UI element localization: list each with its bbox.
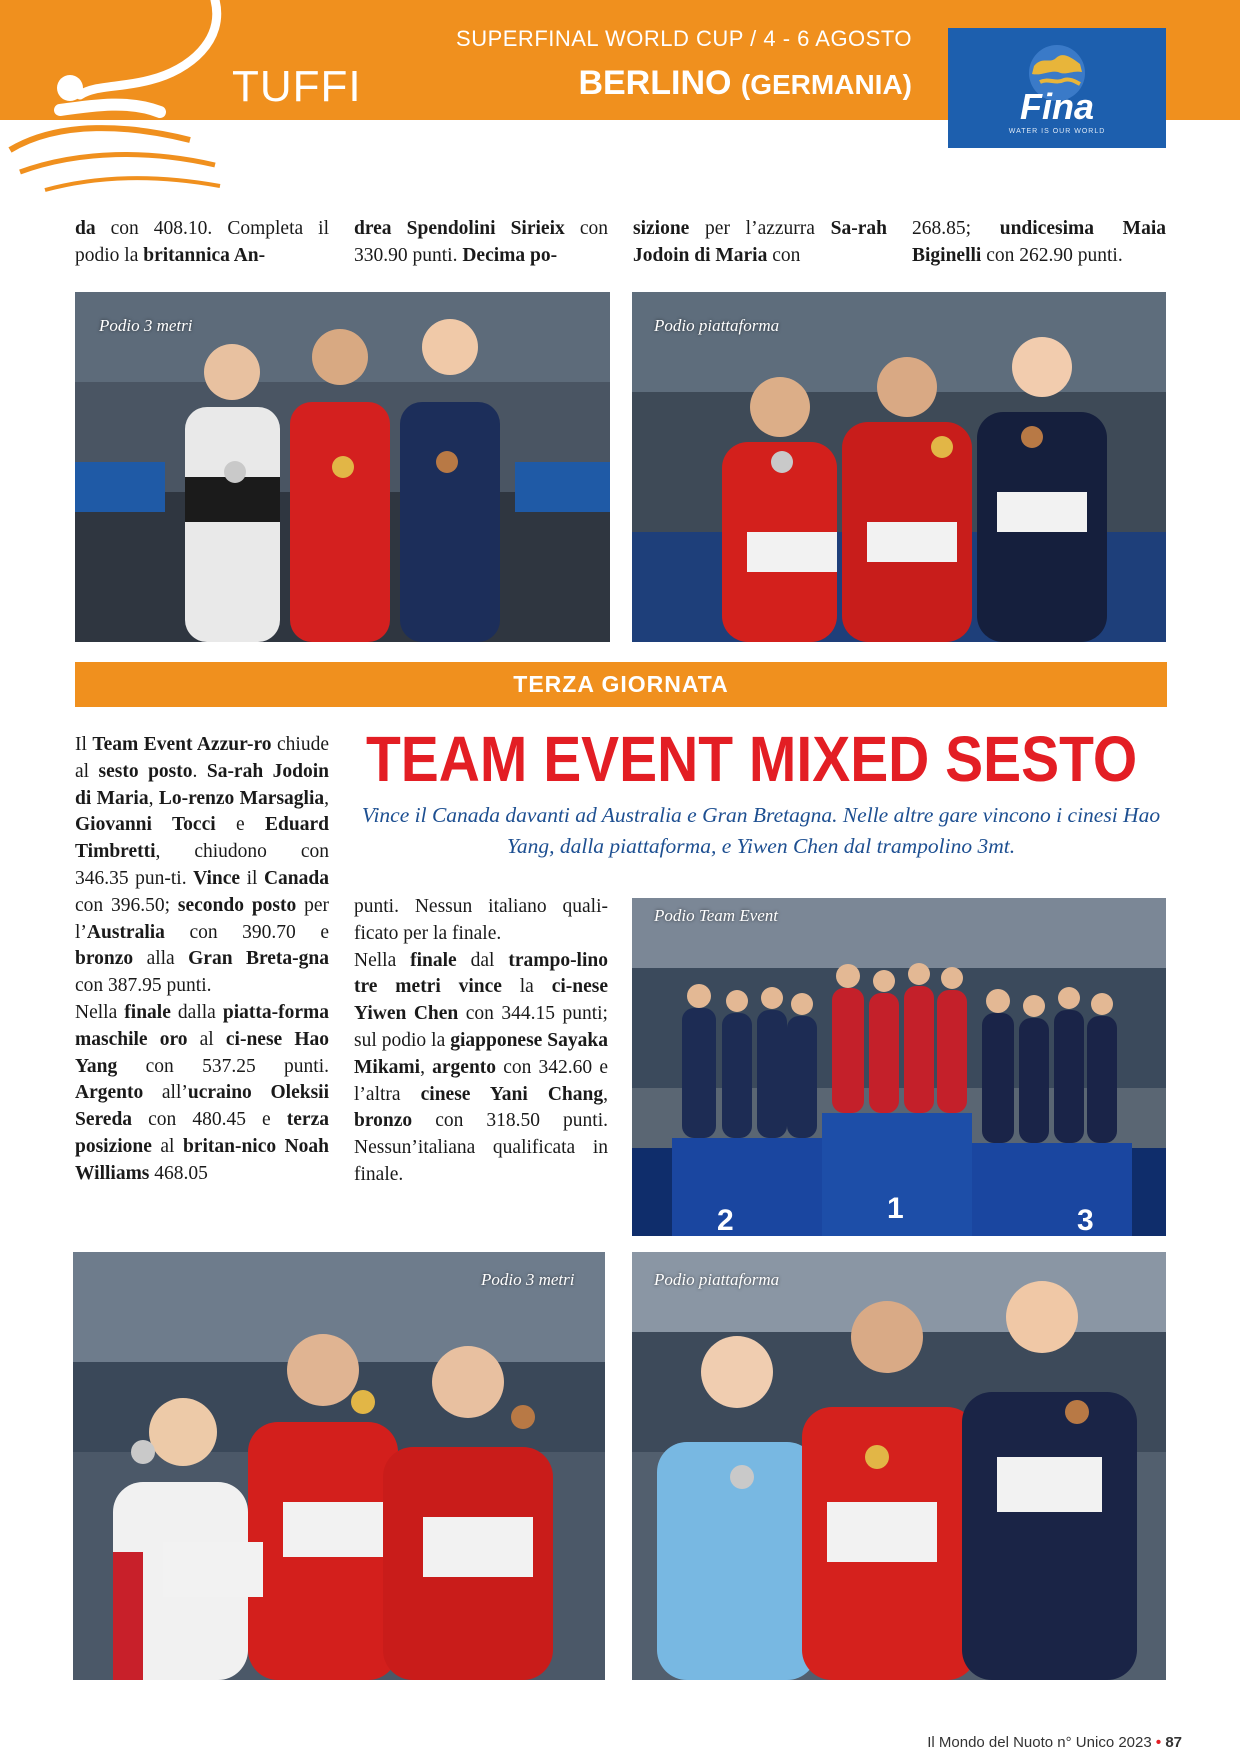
text-bold: Team Event Azzur-ro	[92, 734, 272, 755]
photo-caption: Podio Team Event	[654, 906, 779, 925]
text-bold: sizione	[633, 218, 690, 239]
text: Nella	[75, 1001, 125, 1023]
text: con	[767, 244, 801, 266]
text: e	[215, 814, 266, 836]
text: ,	[324, 787, 329, 809]
text: dal	[456, 949, 509, 971]
text: con 344.15 punti; sul podio la	[354, 1003, 608, 1051]
country-name: (GERMANIA)	[740, 69, 912, 100]
text-bold: ci-nese Yiwen Chen	[354, 976, 608, 1025]
section-label: TUFFI	[232, 62, 362, 111]
fina-tagline: WATER IS OUR WORLD	[1008, 128, 1106, 135]
text-bold: Australia	[86, 921, 165, 943]
fina-logo	[948, 28, 1166, 148]
text-bold: Argento	[75, 1082, 144, 1104]
text: con 387.95 punti.	[75, 975, 212, 997]
text-bold: britan-nico Noah Williams	[75, 1135, 329, 1184]
magazine-name: Il Mondo del Nuoto n° Unico 2023	[927, 1734, 1152, 1751]
text: , chiudono con 346.35 pun-ti.	[75, 841, 329, 889]
text-bold: trampo-lino tre metri vince	[354, 949, 608, 998]
text: .	[192, 760, 207, 782]
text: al	[187, 1028, 226, 1050]
photo-image	[632, 1252, 1166, 1680]
text: la	[501, 976, 552, 998]
text-bold: piatta-forma maschile oro	[75, 1001, 329, 1050]
text-bold: Sa-rah Jodoin di Maria	[633, 218, 887, 266]
photo-image	[75, 292, 610, 642]
city-name: BERLINO	[578, 64, 732, 102]
photo-podium-platform-men	[632, 1252, 1166, 1680]
text-bold: ci-nese Hao Yang	[75, 1028, 329, 1077]
photo-image	[632, 898, 1166, 1236]
text: con 408.10. Completa il podio la	[75, 218, 329, 266]
text-bold: Lo-renzo Marsaglia	[158, 787, 325, 809]
text-bold: bronzo	[354, 1110, 413, 1132]
text: con 390.70 e	[164, 921, 329, 943]
event-dates: SUPERFINAL WORLD CUP / 4 - 6 AGOSTO	[456, 26, 912, 51]
article-headline: TEAM EVENT MIXED SESTO	[366, 723, 1138, 795]
text: Il	[75, 734, 93, 755]
text-bold: Sa-rah Jodoin di Maria	[75, 760, 329, 809]
text-bold: Vince	[193, 867, 241, 889]
text: punti. Nessun italiano quali-ficato per la finale.	[354, 896, 608, 944]
text-bold: britannica An-	[143, 244, 266, 266]
text: per l’	[75, 894, 329, 943]
text: al	[151, 1135, 183, 1157]
text: 268.85;	[912, 218, 1000, 239]
top-column-4	[912, 216, 1166, 270]
text-bold: cinese Yani Chang	[420, 1083, 604, 1105]
text-bold: Eduard Timbretti	[75, 814, 329, 863]
footer-separator: •	[1155, 1734, 1162, 1751]
text-bold: Gran Breta-gna	[188, 948, 329, 970]
text-bold: finale	[410, 949, 457, 971]
photo-podium-3m-men	[75, 292, 610, 642]
photo-podium-team-event	[632, 898, 1166, 1236]
top-column-2	[354, 216, 608, 270]
text: 468.05	[149, 1162, 208, 1184]
text: con 262.90 punti.	[981, 244, 1123, 266]
text-bold: finale	[124, 1001, 171, 1023]
photo-caption: Podio piattaforma	[654, 316, 780, 335]
svg-text:1: 1	[887, 1192, 904, 1225]
text-bold: giapponese Sayaka Mikami	[354, 1029, 608, 1078]
text-bold: bronzo	[75, 948, 134, 970]
text: con 480.45 e	[132, 1109, 287, 1131]
text-bold: drea Spendolini Sirieix	[354, 218, 565, 239]
page-footer	[927, 1734, 1182, 1751]
page-number: 87	[1165, 1734, 1182, 1751]
text: con 537.25 punti.	[117, 1055, 329, 1077]
text: chiude al	[75, 734, 329, 782]
text-bold: argento	[432, 1056, 497, 1078]
text-bold: Canada	[263, 867, 329, 889]
photo-image	[632, 292, 1166, 642]
text: con 330.90 punti.	[354, 218, 608, 266]
text: ,	[603, 1083, 608, 1105]
text: dalla	[170, 1001, 223, 1023]
section-bar-day-three: TERZA GIORNATA	[75, 662, 1167, 707]
event-location	[578, 64, 912, 103]
article-standfirst: Vince il Canada davanti ad Australia e Gran Bretagna. Nelle altre gare vincono i cinesi Hao Yang, dalla piattaforma, e Yiwen Chen dal trampolino 3mt.	[361, 803, 1161, 858]
text: per l’azzurra	[689, 218, 831, 239]
text: con 318.50 punti. Nessun’italiana qualificata in finale.	[354, 1110, 608, 1185]
text-bold: da	[75, 218, 96, 239]
text-bold: Giovanni Tocci	[75, 814, 216, 836]
photo-caption: Podio 3 metri	[481, 1270, 575, 1289]
text-bold: terza posizione	[75, 1109, 329, 1157]
top-column-1	[75, 216, 329, 270]
body-column-middle	[354, 894, 608, 1189]
text: ,	[420, 1056, 433, 1078]
text-bold: secondo posto	[177, 894, 297, 916]
svg-text:2: 2	[717, 1204, 734, 1236]
diver-swoosh-icon	[0, 0, 240, 200]
text: all’	[143, 1082, 188, 1104]
photo-caption: Podio 3 metri	[99, 316, 193, 335]
photo-caption: Podio piattaforma	[654, 1270, 780, 1289]
text: il	[240, 867, 264, 889]
text-bold: undicesima Maia Biginelli	[912, 218, 1166, 266]
text: alla	[133, 948, 189, 970]
photo-podium-3m-women	[73, 1252, 605, 1680]
text: ,	[148, 787, 159, 809]
svg-text:3: 3	[1077, 1204, 1094, 1236]
text: con 396.50;	[75, 894, 178, 916]
text: Nella	[354, 949, 411, 971]
text-bold: ucraino Oleksii Sereda	[75, 1082, 329, 1131]
photo-podium-platform-women	[632, 292, 1166, 642]
fina-wordmark: Fina	[1019, 86, 1094, 127]
text-bold: sesto posto	[98, 760, 193, 782]
text-bold: Decima po-	[462, 244, 558, 266]
text: con 342.60 e l’altra	[354, 1056, 608, 1105]
body-column-left	[75, 732, 329, 1188]
top-column-3	[633, 216, 887, 270]
photo-image	[73, 1252, 605, 1680]
